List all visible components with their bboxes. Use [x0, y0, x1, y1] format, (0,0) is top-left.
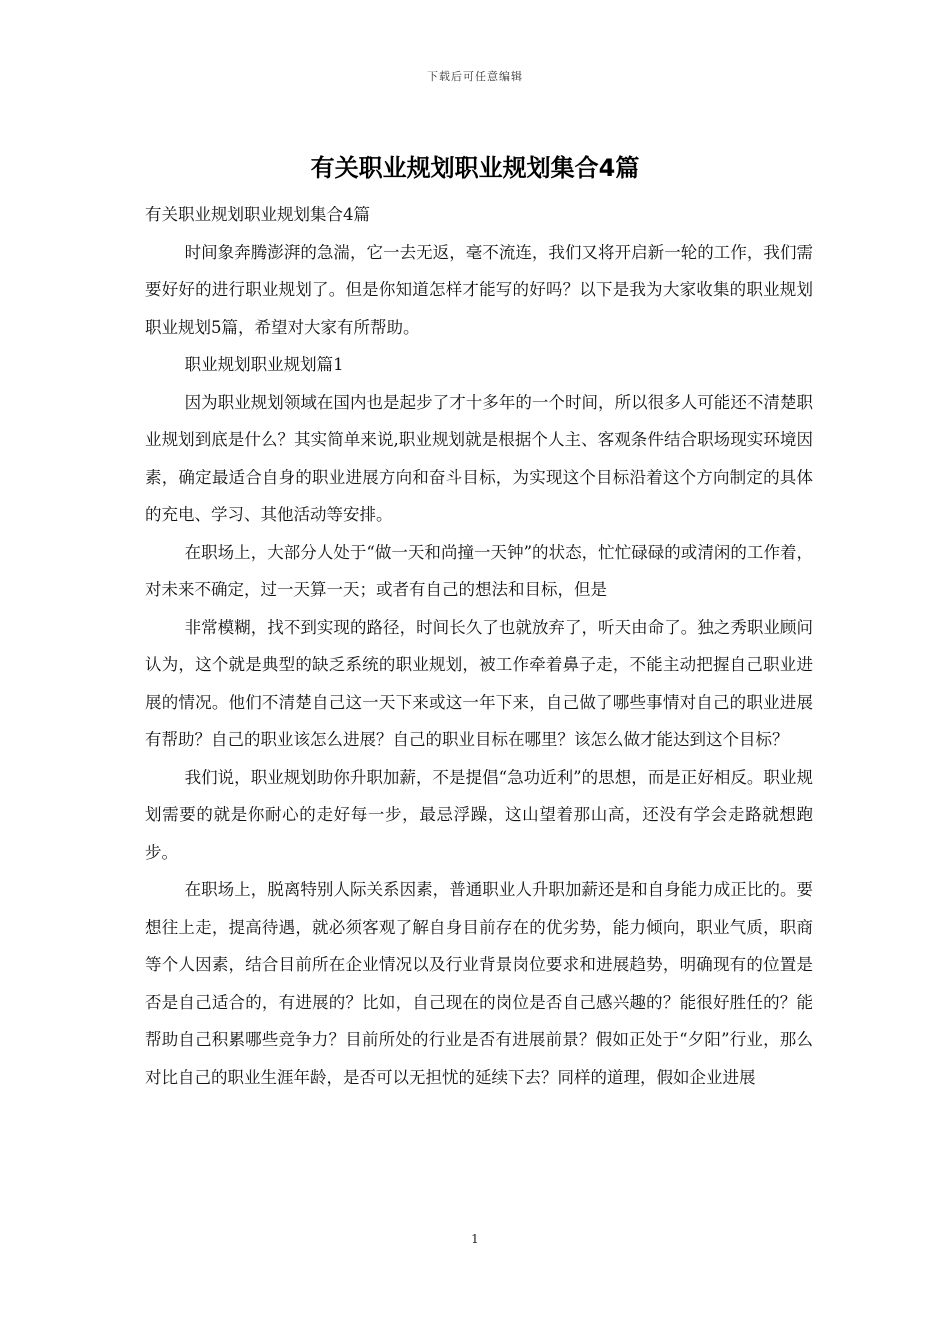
body-paragraph: 在职场上，大部分人处于“做一天和尚撞一天钟”的状态，忙忙碌碌的或清闲的工作着，对未来不确定，过一天算一天；或者有自己的想法和目标，但是	[145, 542, 813, 599]
intro-paragraph: 时间象奔腾澎湃的急湍，它一去无返，毫不流连，我们又将开启新一轮的工作，我们需要好好的进行职业规划了。但是你知道怎样才能写的好吗？以下是我为大家收集的职业规划职业规划5篇，希望对大家有所帮助。	[145, 242, 813, 337]
body-paragraph: 在职场上，脱离特别人际关系因素，普通职业人升职加薪还是和自身能力成正比的。要想往上走，提高待遇，就必须客观了解自身目前存在的优劣势，能力倾向，职业气质，职商等个人因素，结合目前所在企业情况以及行业背景岗位要求和进展趋势，明确现有的位置是否是自己适合的，有进展的？比如，自己现在的岗位是否自己感兴趣的？能很好胜任的？能帮助自己积累哪些竞争力？目前所处的行业是否有进展前景？假如正处于“夕阳”行业，那么对比自己的职业生涯年龄，是否可以无担忧的延续下去？同样的道理，假如企业进展	[145, 880, 813, 1087]
section-heading: 职业规划职业规划篇1	[184, 355, 344, 374]
body-paragraph: 我们说，职业规划助你升职加薪，不是提倡“急功近利”的思想，而是正好相反。职业规划需要的就是你耐心的走好每一步，最忌浮躁，这山望着那山高，还没有学会走路就想跑步。	[145, 767, 813, 862]
document-title: 有关职业规划职业规划集合4篇	[310, 154, 640, 182]
body-paragraph: 因为职业规划领域在国内也是起步了才十多年的一个时间，所以很多人可能还不清楚职业规划到底是什么？其实简单来说,职业规划就是根据个人主、客观条件结合职场现实环境因素，确定最适合自身的职业进展方向和奋斗目标，为实现这个目标沿着这个方向制定的具体的充电、学习、其他活动等安排。	[145, 392, 813, 524]
page-number: 1	[471, 1232, 479, 1246]
document-body	[145, 196, 813, 1096]
page-header-note: 下载后可任意编辑	[427, 70, 523, 83]
body-paragraph: 非常模糊，找不到实现的路径，时间长久了也就放弃了，听天由命了。独之秀职业顾问认为，这个就是典型的缺乏系统的职业规划，被工作牵着鼻子走，不能主动把握自己职业进展的情况。他们不清楚自己这一天下来或这一年下来，自己做了哪些事情对自己的职业进展有帮助？自己的职业该怎么进展？自己的职业目标在哪里？该怎么做才能达到这个目标？	[145, 617, 813, 749]
subtitle-paragraph: 有关职业规划职业规划集合4篇	[145, 205, 370, 224]
